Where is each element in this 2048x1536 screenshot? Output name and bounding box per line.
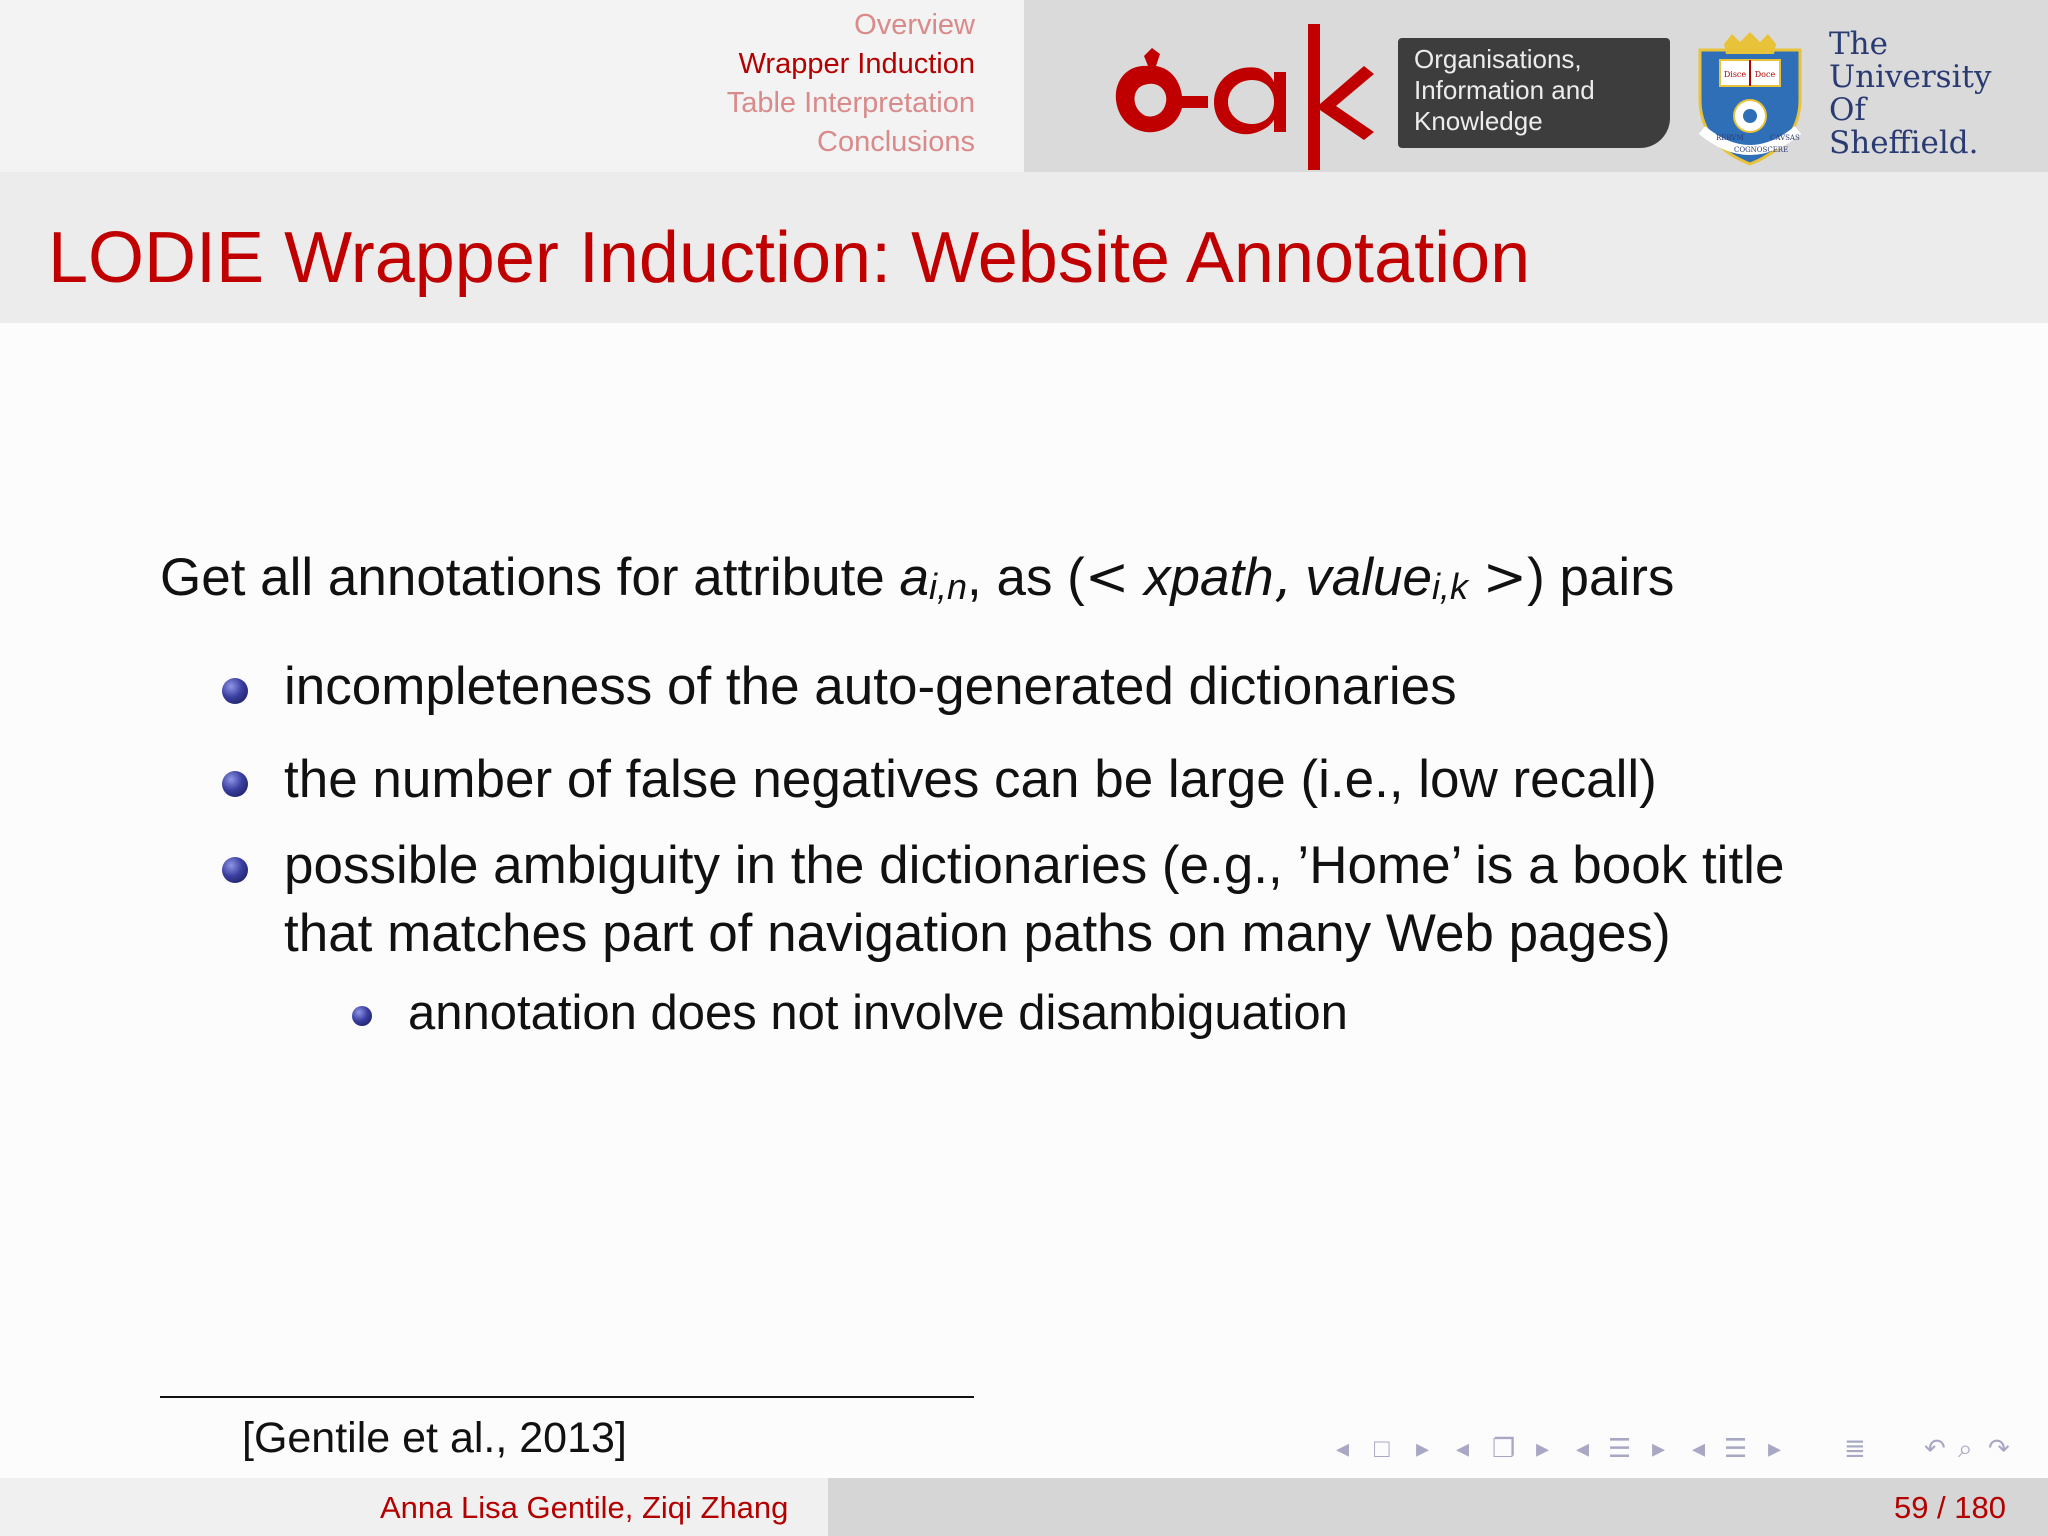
xpath-symbol: xpath — [1143, 548, 1274, 607]
value-symbol: value — [1305, 548, 1432, 607]
footnote-citation: [Gentile et al., 2013] — [242, 1414, 627, 1462]
oak-leaf-o-mark — [1116, 48, 1208, 132]
sub-bullet-text: annotation does not involve disambiguation — [408, 986, 1348, 1040]
next-section-arrow-icon[interactable]: ▸ — [1652, 1433, 1666, 1463]
less-than-sign: < — [1084, 547, 1130, 608]
greater-than-sign: > — [1482, 547, 1528, 608]
bullet-item — [284, 652, 1457, 721]
svg-text:CAVSAS: CAVSAS — [1770, 134, 1800, 142]
lead-mid: , as ( — [967, 548, 1085, 607]
value-subscript: i,k — [1431, 566, 1468, 607]
nav-section-overview[interactable]: Overview — [854, 9, 975, 41]
oak-organisation-box — [1398, 38, 1670, 148]
university-name-line: The — [1829, 26, 1888, 62]
bullet-text: incompleteness of the auto-generated dictionaries — [284, 657, 1457, 716]
bullet-ball-icon — [222, 857, 248, 883]
attribute-subscript: i,n — [928, 566, 968, 607]
svg-text:COGNOSCERE: COGNOSCERE — [1734, 146, 1789, 154]
footer-right-panel — [828, 1478, 2048, 1536]
nav-section-wrapper-induction[interactable]: Wrapper Induction — [738, 48, 975, 80]
bullet-text: the number of false negatives can be large (i.e., low recall) — [284, 750, 1657, 809]
sub-bullet-ball-icon — [352, 1006, 372, 1026]
oak-box-line: Organisations, — [1414, 44, 1582, 74]
prev-subsection-arrow-icon[interactable]: ◂ — [1456, 1433, 1470, 1463]
pair-comma: , — [1273, 547, 1291, 608]
part-icon[interactable]: ☰ — [1724, 1433, 1748, 1463]
svg-text:Disce: Disce — [1723, 70, 1747, 79]
prev-part-arrow-icon[interactable]: ◂ — [1692, 1433, 1706, 1463]
university-crest-icon — [1690, 30, 1810, 166]
bullet-ball-icon — [222, 678, 248, 704]
nav-section-conclusions[interactable]: Conclusions — [817, 126, 975, 158]
bullet-text: possible ambiguity in the dictionaries (e.g., ’Home’ is a book title — [284, 836, 1785, 895]
lead-prefix: Get all annotations for attribute — [160, 548, 900, 607]
bullet-ball-icon — [222, 771, 248, 797]
next-frame-arrow-icon[interactable]: ▸ — [1416, 1433, 1430, 1463]
align-icon[interactable]: ≣ — [1844, 1433, 1866, 1463]
university-name-line: Sheffield. — [1829, 125, 1979, 161]
redo-icon[interactable]: ↷ — [1988, 1433, 2010, 1463]
footnote-rule — [160, 1396, 974, 1398]
slide-title: LODIE Wrapper Induction: Website Annotation — [48, 218, 1531, 298]
attribute-symbol: a — [899, 548, 929, 607]
lead-sentence — [160, 543, 1674, 613]
search-icon[interactable]: ⌕ — [1958, 1433, 1973, 1463]
footer-authors: Anna Lisa Gentile, Ziqi Zhang — [380, 1490, 789, 1525]
bullet-item — [284, 831, 1784, 900]
oak-letter-k-arms — [1320, 66, 1374, 140]
frame-icon[interactable]: □ — [1374, 1433, 1390, 1463]
subsection-icon[interactable]: ❐ — [1492, 1433, 1516, 1463]
section-icon[interactable]: ☰ — [1608, 1433, 1632, 1463]
undo-icon[interactable]: ↶ — [1924, 1433, 1946, 1463]
university-name — [1829, 28, 1991, 160]
oak-box-line: Information and — [1414, 75, 1595, 105]
bullet-item — [284, 745, 1657, 814]
prev-frame-arrow-icon[interactable]: ◂ — [1336, 1433, 1350, 1463]
prev-section-arrow-icon[interactable]: ◂ — [1576, 1433, 1590, 1463]
svg-text:Doce: Doce — [1754, 70, 1776, 79]
beamer-navigation — [1336, 1430, 2036, 1466]
next-part-arrow-icon[interactable]: ▸ — [1768, 1433, 1782, 1463]
oak-letter-k-stem — [1308, 24, 1320, 170]
lead-suffix: ) pairs — [1527, 548, 1675, 607]
svg-text:RERVM: RERVM — [1716, 134, 1744, 142]
bullet-text: that matches part of navigation paths on many Web pages) — [284, 904, 1671, 963]
section-navigation — [727, 6, 975, 162]
nav-section-table-interpretation[interactable]: Table Interpretation — [726, 87, 975, 119]
university-name-line: University — [1829, 59, 1992, 95]
bullet-item-continuation — [284, 899, 1671, 968]
sub-bullet-item — [408, 982, 1348, 1044]
oak-letter-a — [1214, 67, 1286, 134]
university-name-line: Of — [1829, 92, 1866, 128]
oak-box-line: Knowledge — [1414, 106, 1543, 136]
oak-logo — [1108, 24, 1378, 170]
next-subsection-arrow-icon[interactable]: ▸ — [1536, 1433, 1550, 1463]
page-number: 59 / 180 — [1893, 1490, 2006, 1525]
